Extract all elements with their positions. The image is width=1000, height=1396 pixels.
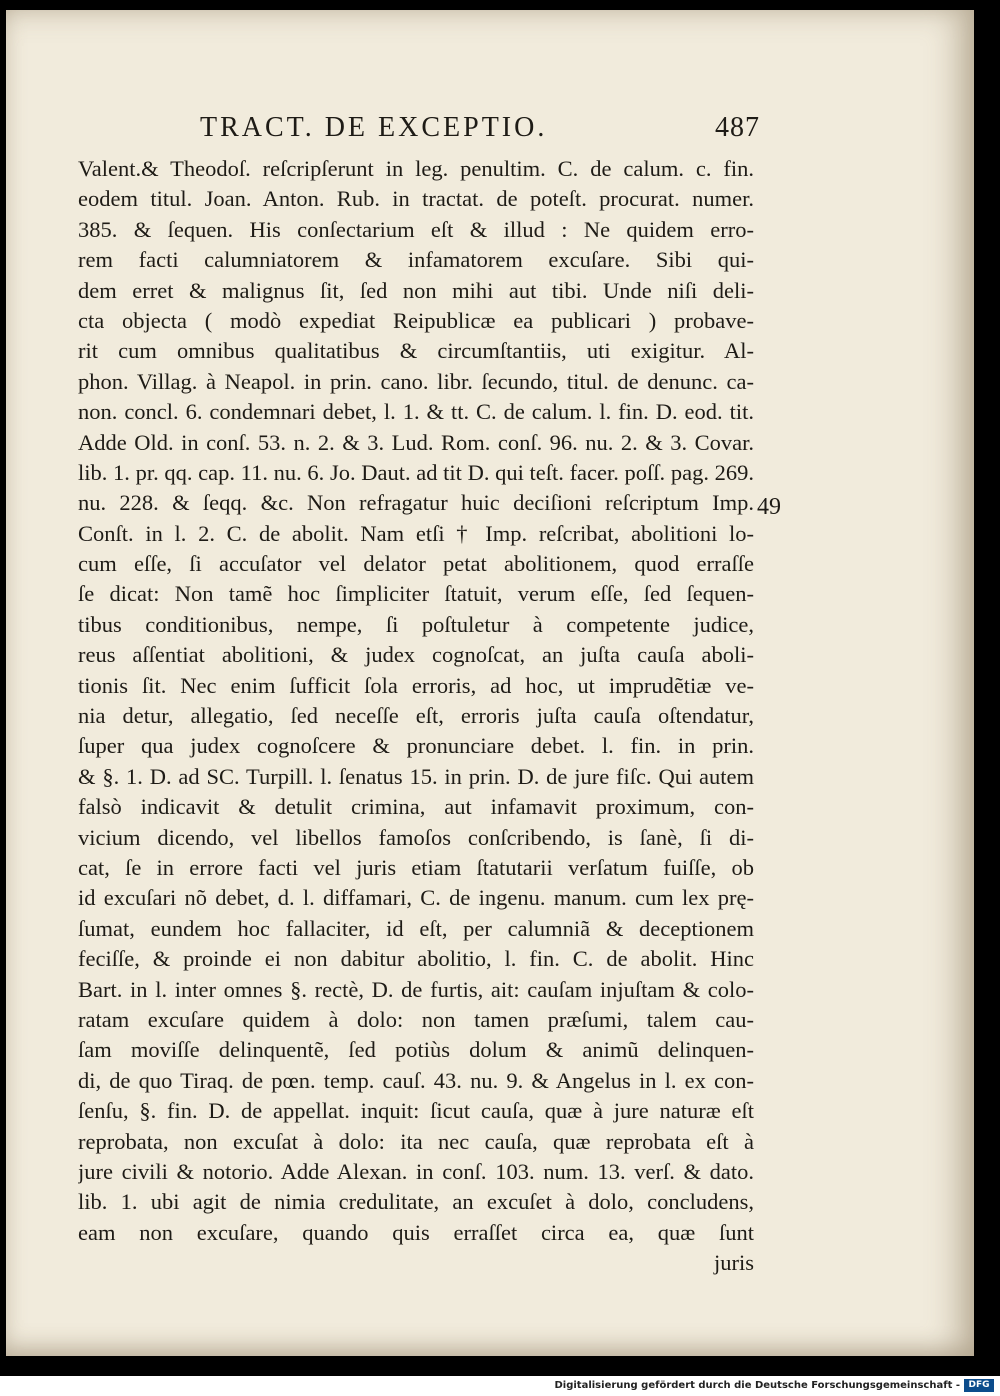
header-title: TRACT. DE EXCEPTIO.: [200, 112, 548, 143]
text-line: feciſſe, & proinde ei non dabitur abolitio, l. fin. C. de abolit. Hinc: [78, 946, 754, 972]
text-line: reus aſſentiat abolitioni, & judex cognoſcat, an juſta cauſa aboli-: [78, 642, 754, 668]
text-line: Valent.& Theodoſ. reſcripſerunt in leg. penultim. C. de calum. c. fin.: [78, 156, 754, 181]
text-line: nia detur, allegatio, ſed neceſſe eſt, erroris juſta cauſa oſtendatur,: [78, 703, 754, 729]
text-line: falsò indicavit & detulit crimina, aut infamavit proximum, con-: [78, 794, 754, 820]
margin-note: 49: [757, 494, 781, 520]
text-line: ſe dicat: Non tamẽ hoc ſimpliciter ſtatuit, verum eſſe, ſed ſequen-: [78, 581, 754, 607]
text-line: eam non excuſare, quando quis erraſſet circa ea, quæ ſunt: [78, 1219, 754, 1245]
text-line: di, de quo Tiraq. de pœn. temp. cauſ. 43. nu. 9. & Angelus in l. ex con-: [78, 1067, 754, 1093]
text-line: & §. 1. D. ad SC. Turpill. l. ſenatus 15. in prin. D. de jure fiſc. Qui autem: [78, 763, 754, 789]
text-line: vicium dicendo, vel libellos famoſos conſcribendo, is ſanè, ſi di-: [78, 824, 754, 850]
text-line: tionis ſit. Nec enim ſufficit ſola erroris, ad hoc, ut imprudẽtiæ ve-: [78, 672, 754, 698]
text-line: rit cum omnibus qualitatibus & circumſtantiis, uti exigitur. Al-: [78, 338, 754, 364]
text-line: 385. & ſequen. His conſectarium eſt & illud : Ne quidem erro-: [78, 216, 754, 242]
text-line: rem facti calumniatorem & infamatorem excuſare. Sibi qui-: [78, 247, 754, 273]
text-line: juris: [713, 1250, 754, 1276]
body-text: [78, 154, 754, 1278]
text-line: cat, ſe in errore facti vel juris etiam ſtatutarii verſatum fuiſſe, ob: [78, 854, 754, 880]
text-line: lib. 1. pr. qq. cap. 11. nu. 6. Jo. Daut. ad tit D. qui teſt. facer. poſſ. pag. 269.: [78, 459, 754, 485]
text-line: cum eſſe, ſi accuſator vel delator petat abolitionem, quod erraſſe: [78, 551, 754, 577]
text-line: dem erret & malignus ſit, ſed non mihi aut tibi. Unde niſi deli-: [78, 277, 754, 303]
text-line: phon. Villag. à Neapol. in prin. cano. libr. ſecundo, titul. de denunc. ca-: [78, 368, 754, 394]
text-line: ſam moviſſe delinquentẽ, ſed potiùs dolum & animũ delinquen-: [78, 1037, 754, 1063]
text-line: eodem titul. Joan. Anton. Rub. in tractat. de poteſt. procurat. numer.: [78, 186, 754, 212]
text-line: Bart. in l. inter omnes §. rectè, D. de furtis, ait: cauſam injuſtam & colo-: [78, 976, 754, 1002]
funding-note: Digitalisierung gefördert durch die Deutsche Forschungsgemeinschaft -: [554, 1380, 960, 1391]
text-line: non. concl. 6. condemnari debet, l. 1. & tt. C. de calum. l. fin. D. eod. tit.: [78, 399, 754, 425]
text-line: jure civili & notorio. Adde Alexan. in conſ. 103. num. 13. verſ. & dato.: [78, 1158, 754, 1184]
text-line: reprobata, non excuſat à dolo: ita nec cauſa, quæ reprobata eſt à: [78, 1128, 754, 1154]
text-line: ſuper qua judex cognoſcere & pronunciare debet. l. fin. in prin.: [78, 733, 754, 759]
page-number: 487: [715, 112, 760, 143]
text-line: cta objecta ( modò expediat Reipublicæ ea publicari ) probave-: [78, 307, 754, 333]
text-line: Adde Old. in conſ. 53. n. 2. & 3. Lud. Rom. conſ. 96. nu. 2. & 3. Covar.: [78, 429, 754, 455]
dfg-logo: DFG: [964, 1379, 994, 1392]
text-line: ratam excuſare quidem à dolo: non tamen præſumi, talem cau-: [78, 1006, 754, 1032]
running-header: [200, 112, 760, 144]
text-line: ſenſu, §. fin. D. de appellat. inquit: ſicut cauſa, quæ à jure naturæ eſt: [78, 1098, 754, 1124]
text-line: id excuſari nõ debet, d. l. diffamari, C. de ingenu. manum. cum lex prę-: [78, 885, 754, 911]
text-line: tibus conditionibus, nempe, ſi poſtuletur à competente judice,: [78, 611, 754, 637]
text-line: nu. 228. & ſeqq. &c. Non refragatur huic deciſioni reſcriptum Imp.: [78, 490, 754, 516]
text-line: ſumat, eundem hoc fallaciter, id eſt, per calumniã & deceptionem: [78, 915, 754, 941]
text-line: Conſt. in l. 2. C. de abolit. Nam etſi † Imp. reſcribat, abolitioni lo-: [78, 520, 754, 546]
text-line: lib. 1. ubi agit de nimia credulitate, an excuſet à dolo, concludens,: [78, 1189, 754, 1215]
